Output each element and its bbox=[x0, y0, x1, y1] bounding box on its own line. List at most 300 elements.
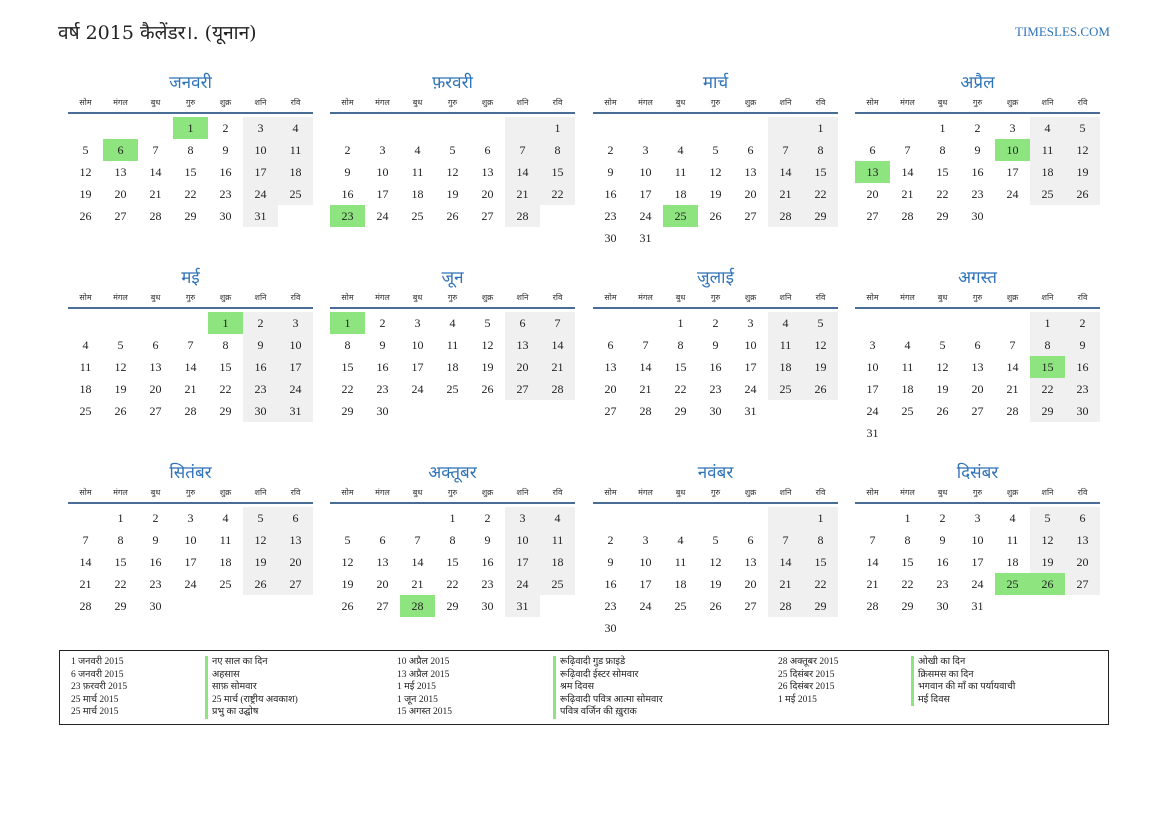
day-cell: 20 bbox=[505, 356, 540, 378]
month-block bbox=[330, 72, 575, 227]
weekday-label: मंगल bbox=[638, 488, 653, 497]
holiday-dates-col-2 bbox=[397, 656, 452, 719]
weekday-label: गुरु bbox=[710, 488, 721, 497]
holiday-date: 25 दिसंबर 2015 bbox=[778, 669, 835, 680]
day-cell: 20 bbox=[744, 577, 757, 591]
month-block bbox=[593, 267, 838, 422]
day-cell: 7 bbox=[768, 139, 803, 161]
day-cell: 8 bbox=[904, 533, 911, 547]
holiday-date: 6 जनवरी 2015 bbox=[71, 669, 124, 680]
weekday-header bbox=[855, 289, 1100, 309]
day-cell: 23 bbox=[709, 382, 722, 396]
day-cell: 23 bbox=[971, 187, 984, 201]
day-cell: 21 bbox=[866, 577, 879, 591]
day-cell: 16 bbox=[709, 360, 722, 374]
day-cell: 16 bbox=[376, 360, 389, 374]
day-cell: 11 bbox=[79, 360, 92, 374]
weekday-label: सोम bbox=[79, 293, 92, 302]
holiday-date: 28 अक्तूबर 2015 bbox=[778, 657, 839, 667]
day-cell: 21 bbox=[1006, 382, 1019, 396]
day-cell: 27 bbox=[971, 404, 984, 418]
day-cell: 29 bbox=[803, 205, 838, 227]
weekday-header bbox=[855, 94, 1100, 114]
day-cell: 17 bbox=[243, 161, 278, 183]
day-cell: 12 bbox=[936, 360, 949, 374]
empty-day-cell bbox=[925, 312, 960, 334]
empty-day-cell bbox=[103, 312, 138, 334]
day-cell: 24 bbox=[184, 577, 197, 591]
empty-day-cell bbox=[68, 507, 103, 529]
day-cell: 9 bbox=[974, 143, 981, 157]
day-cell: 1 bbox=[939, 121, 946, 135]
weekday-label: बुध bbox=[675, 293, 686, 302]
day-cell: 12 bbox=[1065, 139, 1100, 161]
day-cell: 18 bbox=[901, 382, 914, 396]
day-cell: 17 bbox=[184, 555, 197, 569]
day-cell: 2 bbox=[152, 511, 159, 525]
day-cell: 22 bbox=[803, 573, 838, 595]
day-cell: 25 bbox=[1030, 183, 1065, 205]
weekday-label: शुक्र bbox=[744, 293, 757, 302]
month-name: अप्रैल bbox=[960, 73, 995, 93]
day-cell: 1 bbox=[904, 511, 911, 525]
holiday-names-col-3 bbox=[911, 656, 1015, 706]
empty-day-cell bbox=[103, 117, 138, 139]
weekday-label: सोम bbox=[604, 98, 617, 107]
weekday-label: मंगल bbox=[113, 293, 128, 302]
weekday-label: शनि bbox=[516, 293, 529, 302]
day-cell: 27 bbox=[744, 209, 757, 223]
days-grid bbox=[68, 117, 313, 227]
weekday-label: बुध bbox=[412, 488, 423, 497]
days-grid bbox=[330, 117, 575, 227]
weekday-label: शुक्र bbox=[219, 293, 232, 302]
weekday-label: शनि bbox=[516, 98, 529, 107]
holiday-name: मई दिवस bbox=[918, 694, 950, 705]
weekday-label: रवि bbox=[552, 98, 563, 107]
empty-day-cell bbox=[855, 312, 890, 334]
weekday-header bbox=[68, 94, 313, 114]
month-name: अगस्त bbox=[958, 268, 997, 288]
weekday-label: शनि bbox=[779, 98, 792, 107]
days-grid bbox=[68, 312, 313, 422]
days-grid bbox=[855, 507, 1100, 617]
day-cell: 25 bbox=[278, 183, 313, 205]
day-cell: 10 bbox=[639, 555, 652, 569]
weekday-label: रवि bbox=[815, 488, 826, 497]
day-cell: 12 bbox=[709, 555, 722, 569]
day-cell: 20 bbox=[1065, 551, 1100, 573]
day-cell: 5 bbox=[712, 533, 719, 547]
holiday-day-cell: 15 bbox=[1030, 356, 1065, 378]
day-cell: 23 bbox=[243, 378, 278, 400]
day-cell: 6 bbox=[484, 143, 491, 157]
weekday-label: बुध bbox=[150, 98, 161, 107]
holiday-name: रूढ़िवादी गुड फ्राइडे bbox=[560, 657, 626, 667]
day-cell: 14 bbox=[768, 161, 803, 183]
page-title: वर्ष 2015 कैलेंडर।. (यूनान) bbox=[58, 22, 257, 44]
weekday-label: शनि bbox=[1041, 293, 1054, 302]
day-cell: 20 bbox=[376, 577, 389, 591]
day-cell: 11 bbox=[446, 338, 459, 352]
weekday-label: बुध bbox=[412, 293, 423, 302]
day-cell: 23 bbox=[604, 209, 617, 223]
empty-day-cell bbox=[733, 507, 768, 529]
day-cell: 8 bbox=[222, 338, 229, 352]
day-cell: 4 bbox=[278, 117, 313, 139]
day-cell: 2 bbox=[379, 316, 386, 330]
day-cell: 18 bbox=[674, 577, 687, 591]
day-cell: 19 bbox=[79, 187, 92, 201]
day-cell: 4 bbox=[414, 143, 421, 157]
holiday-day-cell: 23 bbox=[330, 205, 365, 227]
weekday-label: गुरु bbox=[972, 488, 983, 497]
day-cell: 12 bbox=[481, 338, 494, 352]
weekday-label: सोम bbox=[604, 488, 617, 497]
day-cell: 12 bbox=[114, 360, 127, 374]
holiday-names-col-1 bbox=[205, 656, 298, 719]
day-cell: 2 bbox=[344, 143, 351, 157]
day-cell: 4 bbox=[449, 316, 456, 330]
empty-day-cell bbox=[890, 312, 925, 334]
day-cell: 31 bbox=[866, 426, 879, 440]
month-name: मई bbox=[181, 268, 200, 288]
day-cell: 29 bbox=[901, 599, 914, 613]
weekday-label: मंगल bbox=[900, 293, 915, 302]
day-cell: 25 bbox=[674, 599, 687, 613]
day-cell: 26 bbox=[243, 573, 278, 595]
day-cell: 13 bbox=[481, 165, 494, 179]
weekday-label: बुध bbox=[937, 98, 948, 107]
day-cell: 30 bbox=[1065, 400, 1100, 422]
day-cell: 26 bbox=[803, 378, 838, 400]
day-cell: 2 bbox=[939, 511, 946, 525]
empty-day-cell bbox=[628, 507, 663, 529]
day-cell: 16 bbox=[243, 356, 278, 378]
day-cell: 19 bbox=[481, 360, 494, 374]
day-cell: 21 bbox=[768, 183, 803, 205]
day-cell: 15 bbox=[674, 360, 687, 374]
day-cell: 13 bbox=[744, 555, 757, 569]
day-cell: 22 bbox=[219, 382, 232, 396]
day-cell: 22 bbox=[114, 577, 127, 591]
day-cell: 11 bbox=[1030, 139, 1065, 161]
day-cell: 6 bbox=[869, 143, 876, 157]
day-cell: 12 bbox=[709, 165, 722, 179]
day-cell: 2 bbox=[222, 121, 229, 135]
empty-day-cell bbox=[593, 507, 628, 529]
holiday-day-cell: 10 bbox=[995, 139, 1030, 161]
holiday-day-cell: 6 bbox=[103, 139, 138, 161]
weekday-header bbox=[593, 289, 838, 309]
day-cell: 29 bbox=[1030, 400, 1065, 422]
holiday-names-col-2 bbox=[553, 656, 663, 719]
day-cell: 27 bbox=[505, 378, 540, 400]
holiday-dates-col-3 bbox=[778, 656, 838, 706]
weekday-label: रवि bbox=[815, 293, 826, 302]
day-cell: 11 bbox=[768, 334, 803, 356]
day-cell: 4 bbox=[82, 338, 89, 352]
day-cell: 27 bbox=[744, 599, 757, 613]
weekday-label: रवि bbox=[1077, 98, 1088, 107]
weekday-header bbox=[68, 484, 313, 504]
day-cell: 19 bbox=[243, 551, 278, 573]
day-cell: 4 bbox=[540, 507, 575, 529]
holiday-day-cell: 25 bbox=[663, 205, 698, 227]
day-cell: 25 bbox=[79, 404, 92, 418]
day-cell: 18 bbox=[219, 555, 232, 569]
day-cell: 9 bbox=[712, 338, 719, 352]
day-cell: 8 bbox=[803, 139, 838, 161]
holiday-date: 1 मई 2015 bbox=[778, 694, 817, 705]
day-cell: 18 bbox=[1030, 161, 1065, 183]
holiday-date: 1 मई 2015 bbox=[397, 682, 436, 692]
weekday-label: रवि bbox=[552, 488, 563, 497]
empty-day-cell bbox=[470, 117, 505, 139]
day-cell: 1 bbox=[803, 117, 838, 139]
day-cell: 8 bbox=[939, 143, 946, 157]
day-cell: 24 bbox=[639, 209, 652, 223]
day-cell: 11 bbox=[219, 533, 232, 547]
day-cell: 31 bbox=[278, 400, 313, 422]
weekday-label: मंगल bbox=[113, 488, 128, 497]
day-cell: 27 bbox=[866, 209, 879, 223]
day-cell: 22 bbox=[674, 382, 687, 396]
day-cell: 21 bbox=[149, 187, 162, 201]
empty-day-cell bbox=[698, 507, 733, 529]
empty-day-cell bbox=[365, 117, 400, 139]
weekday-label: रवि bbox=[290, 98, 301, 107]
day-cell: 16 bbox=[481, 555, 494, 569]
day-cell: 4 bbox=[677, 143, 684, 157]
day-cell: 29 bbox=[936, 209, 949, 223]
weekday-label: शुक्र bbox=[481, 98, 494, 107]
day-cell: 5 bbox=[939, 338, 946, 352]
day-cell: 24 bbox=[1006, 187, 1019, 201]
day-cell: 9 bbox=[939, 533, 946, 547]
day-cell: 8 bbox=[117, 533, 124, 547]
day-cell: 7 bbox=[187, 338, 194, 352]
day-cell: 27 bbox=[1065, 573, 1100, 595]
day-cell: 27 bbox=[149, 404, 162, 418]
empty-day-cell bbox=[330, 117, 365, 139]
day-cell: 28 bbox=[866, 599, 879, 613]
weekday-label: रवि bbox=[290, 293, 301, 302]
weekday-label: शुक्र bbox=[744, 98, 757, 107]
day-cell: 22 bbox=[341, 382, 354, 396]
day-cell: 27 bbox=[481, 209, 494, 223]
day-cell: 17 bbox=[1006, 165, 1019, 179]
day-cell: 28 bbox=[768, 205, 803, 227]
day-cell: 23 bbox=[604, 599, 617, 613]
day-cell: 4 bbox=[1009, 511, 1016, 525]
day-cell: 24 bbox=[376, 209, 389, 223]
day-cell: 13 bbox=[604, 360, 617, 374]
weekday-label: गुरु bbox=[710, 98, 721, 107]
weekday-label: बुध bbox=[675, 488, 686, 497]
empty-day-cell bbox=[138, 312, 173, 334]
day-cell: 21 bbox=[79, 577, 92, 591]
day-cell: 3 bbox=[869, 338, 876, 352]
day-cell: 2 bbox=[484, 511, 491, 525]
day-cell: 3 bbox=[187, 511, 194, 525]
day-cell: 11 bbox=[1006, 533, 1019, 547]
day-cell: 21 bbox=[540, 356, 575, 378]
weekday-label: शनि bbox=[779, 488, 792, 497]
holiday-date: 13 अप्रैल 2015 bbox=[397, 669, 450, 680]
holiday-date: 25 मार्च 2015 bbox=[71, 707, 119, 717]
empty-day-cell bbox=[400, 117, 435, 139]
day-cell: 1 bbox=[449, 511, 456, 525]
day-cell: 6 bbox=[607, 338, 614, 352]
day-cell: 6 bbox=[747, 533, 754, 547]
days-grid bbox=[855, 117, 1100, 227]
holiday-name: नए साल का दिन bbox=[212, 657, 268, 667]
weekday-label: शुक्र bbox=[1006, 488, 1019, 497]
day-cell: 14 bbox=[505, 161, 540, 183]
day-cell: 14 bbox=[149, 165, 162, 179]
day-cell: 19 bbox=[114, 382, 127, 396]
month-name: जनवरी bbox=[169, 73, 212, 93]
day-cell: 5 bbox=[1030, 507, 1065, 529]
day-cell: 15 bbox=[540, 161, 575, 183]
day-cell: 19 bbox=[341, 577, 354, 591]
day-cell: 1 bbox=[803, 507, 838, 529]
day-cell: 16 bbox=[971, 165, 984, 179]
day-cell: 1 bbox=[677, 316, 684, 330]
site-link[interactable]: TIMESLES.COM bbox=[1015, 24, 1110, 39]
weekday-header bbox=[330, 484, 575, 504]
day-cell: 3 bbox=[243, 117, 278, 139]
day-cell: 7 bbox=[869, 533, 876, 547]
day-cell: 26 bbox=[341, 599, 354, 613]
day-cell: 9 bbox=[1065, 334, 1100, 356]
month-name: जुलाई bbox=[697, 268, 734, 288]
days-grid bbox=[330, 507, 575, 617]
day-cell: 3 bbox=[1009, 121, 1016, 135]
day-cell: 31 bbox=[639, 231, 652, 245]
weekday-label: गुरु bbox=[447, 293, 458, 302]
weekday-header bbox=[68, 289, 313, 309]
day-cell: 19 bbox=[1030, 551, 1065, 573]
day-cell: 10 bbox=[411, 338, 424, 352]
day-cell: 25 bbox=[446, 382, 459, 396]
day-cell: 15 bbox=[184, 165, 197, 179]
day-cell: 2 bbox=[607, 143, 614, 157]
weekday-header bbox=[593, 94, 838, 114]
weekday-label: मंगल bbox=[900, 488, 915, 497]
month-block bbox=[68, 72, 313, 227]
day-cell: 14 bbox=[1006, 360, 1019, 374]
day-cell: 28 bbox=[149, 209, 162, 223]
holiday-name: पवित्र वर्जिन की ख़ुराक bbox=[560, 707, 637, 717]
weekday-label: मंगल bbox=[638, 293, 653, 302]
day-cell: 12 bbox=[341, 555, 354, 569]
day-cell: 5 bbox=[344, 533, 351, 547]
month-block bbox=[855, 462, 1100, 617]
day-cell: 22 bbox=[446, 577, 459, 591]
weekday-label: सोम bbox=[866, 98, 879, 107]
day-cell: 12 bbox=[79, 165, 92, 179]
weekday-header bbox=[593, 484, 838, 504]
day-cell: 13 bbox=[114, 165, 127, 179]
day-cell: 9 bbox=[243, 334, 278, 356]
holiday-name: प्रभु का उद्घोष bbox=[212, 707, 259, 717]
weekday-label: रवि bbox=[290, 488, 301, 497]
day-cell: 12 bbox=[803, 334, 838, 356]
holiday-day-cell: 26 bbox=[1030, 573, 1065, 595]
day-cell: 30 bbox=[604, 621, 617, 635]
holiday-name: 25 मार्च (राष्ट्रीय अवकाश) bbox=[212, 694, 298, 705]
day-cell: 30 bbox=[971, 209, 984, 223]
day-cell: 19 bbox=[803, 356, 838, 378]
weekday-label: शुक्र bbox=[744, 488, 757, 497]
weekday-label: सोम bbox=[341, 293, 354, 302]
weekday-header bbox=[330, 94, 575, 114]
day-cell: 6 bbox=[747, 143, 754, 157]
empty-day-cell bbox=[768, 507, 803, 529]
holiday-day-cell: 1 bbox=[173, 117, 208, 139]
day-cell: 20 bbox=[866, 187, 879, 201]
holiday-date: 23 फ़रवरी 2015 bbox=[71, 682, 128, 692]
holiday-name: रूढ़िवादी पवित्र आत्मा सोमवार bbox=[560, 694, 663, 705]
day-cell: 2 bbox=[974, 121, 981, 135]
day-cell: 27 bbox=[114, 209, 127, 223]
empty-day-cell bbox=[855, 117, 890, 139]
empty-day-cell bbox=[663, 117, 698, 139]
day-cell: 24 bbox=[866, 404, 879, 418]
day-cell: 13 bbox=[278, 529, 313, 551]
day-cell: 29 bbox=[674, 404, 687, 418]
day-cell: 16 bbox=[604, 577, 617, 591]
day-cell: 6 bbox=[505, 312, 540, 334]
day-cell: 24 bbox=[243, 183, 278, 205]
day-cell: 5 bbox=[117, 338, 124, 352]
day-cell: 22 bbox=[1030, 378, 1065, 400]
day-cell: 21 bbox=[639, 382, 652, 396]
day-cell: 24 bbox=[278, 378, 313, 400]
weekday-label: बुध bbox=[937, 293, 948, 302]
day-cell: 29 bbox=[184, 209, 197, 223]
day-cell: 7 bbox=[904, 143, 911, 157]
holiday-name: साफ़ सोमवार bbox=[212, 682, 257, 692]
weekday-header bbox=[855, 484, 1100, 504]
day-cell: 17 bbox=[639, 577, 652, 591]
day-cell: 3 bbox=[747, 316, 754, 330]
day-cell: 28 bbox=[768, 595, 803, 617]
day-cell: 7 bbox=[540, 312, 575, 334]
empty-day-cell bbox=[365, 507, 400, 529]
day-cell: 1 bbox=[117, 511, 124, 525]
day-cell: 10 bbox=[971, 533, 984, 547]
day-cell: 3 bbox=[505, 507, 540, 529]
day-cell: 10 bbox=[278, 334, 313, 356]
day-cell: 19 bbox=[709, 577, 722, 591]
day-cell: 26 bbox=[1065, 183, 1100, 205]
day-cell: 16 bbox=[1065, 356, 1100, 378]
month-name: नवंबर bbox=[697, 463, 734, 483]
day-cell: 6 bbox=[974, 338, 981, 352]
day-cell: 7 bbox=[82, 533, 89, 547]
day-cell: 4 bbox=[904, 338, 911, 352]
day-cell: 1 bbox=[1030, 312, 1065, 334]
month-block bbox=[68, 462, 313, 617]
day-cell: 22 bbox=[184, 187, 197, 201]
holiday-date: 15 अगस्त 2015 bbox=[397, 707, 452, 717]
holidays-box bbox=[59, 650, 1109, 725]
weekday-label: रवि bbox=[1077, 293, 1088, 302]
day-cell: 9 bbox=[607, 555, 614, 569]
